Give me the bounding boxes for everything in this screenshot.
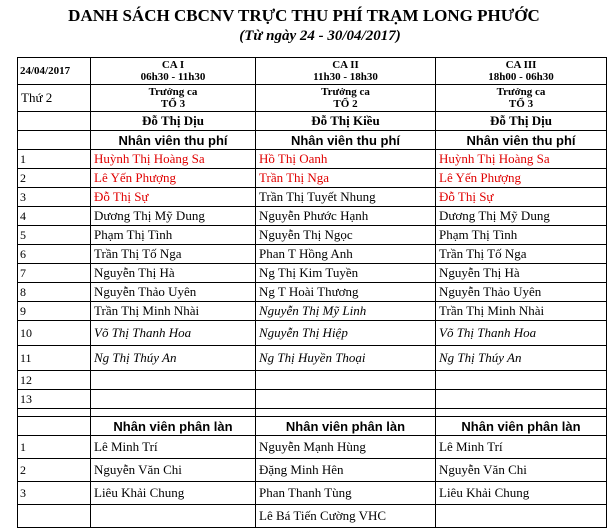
staff-name-shift-3: Nguyễn Thị Hà <box>436 264 607 283</box>
role-label: Trưởng ca <box>148 86 198 98</box>
section-header-lanes <box>18 417 607 436</box>
staff-name-shift-1: Nguyễn Thảo Uyên <box>91 283 256 302</box>
staff-name-shift-1: Ng Thị Thúy An <box>91 346 256 371</box>
staff-name-shift-1: Huỳnh Thị Hoàng Sa <box>91 150 256 169</box>
section-label: Nhân viên thu phí <box>91 131 256 150</box>
leader-name-3: Đỗ Thị Dịu <box>436 112 607 131</box>
row-number: 7 <box>18 264 91 283</box>
empty-cell <box>18 131 91 150</box>
row-number: 12 <box>18 371 91 390</box>
row-number: 6 <box>18 245 91 264</box>
staff-name-shift-2 <box>256 371 436 390</box>
table-row <box>18 207 607 226</box>
staff-name-shift-2: Trần Thị Nga <box>256 169 436 188</box>
table-row <box>18 188 607 207</box>
row-number: 2 <box>18 459 91 482</box>
shift-time: 18h00 - 06h30 <box>488 71 554 83</box>
staff-name-shift-2: Nguyễn Mạnh Hùng <box>256 436 436 459</box>
role-label: Trưởng ca <box>496 86 546 98</box>
staff-name-shift-3 <box>436 371 607 390</box>
staff-name-shift-3: Nguyễn Văn Chi <box>436 459 607 482</box>
staff-name-shift-2: Ng Thị Kim Tuyền <box>256 264 436 283</box>
section-label: Nhân viên thu phí <box>256 131 436 150</box>
staff-name-shift-1: Võ Thị Thanh Hoa <box>91 321 256 346</box>
leader-name-1: Đỗ Thị Dịu <box>91 112 256 131</box>
empty-cell <box>18 417 91 436</box>
staff-name-shift-3 <box>436 390 607 409</box>
weekday-cell: Thứ 2 <box>18 85 91 112</box>
staff-name-shift-2: Đặng Minh Hên <box>256 459 436 482</box>
row-number: 9 <box>18 302 91 321</box>
table-row <box>18 436 607 459</box>
row-number: 3 <box>18 188 91 207</box>
row-number: 1 <box>18 150 91 169</box>
staff-name-shift-2: Phan T Hồng Anh <box>256 245 436 264</box>
staff-name-shift-2: Nguyễn Thị Mỹ Linh <box>256 302 436 321</box>
staff-name-shift-1: Đỗ Thị Sự <box>91 188 256 207</box>
section-label: Nhân viên phân làn <box>91 417 256 436</box>
staff-name-shift-1: Liêu Khải Chung <box>91 482 256 505</box>
section-header-collectors <box>18 131 607 150</box>
staff-name-shift-2: Nguyễn Thị Ngọc <box>256 226 436 245</box>
table-row <box>18 321 607 346</box>
shift-time: 11h30 - 18h30 <box>313 71 378 83</box>
table-row <box>18 226 607 245</box>
row-number: 3 <box>18 482 91 505</box>
staff-name-shift-1 <box>91 390 256 409</box>
header-row <box>18 58 607 85</box>
shift-time: 06h30 - 11h30 <box>140 71 206 83</box>
staff-name-shift-3: Ng Thị Thúy An <box>436 346 607 371</box>
leader-row <box>18 112 607 131</box>
table-row <box>18 346 607 371</box>
staff-name-shift-3: Lê Minh Trí <box>436 436 607 459</box>
row-number <box>18 505 91 528</box>
staff-name-shift-3: Trần Thị Tố Nga <box>436 245 607 264</box>
staff-name-shift-2: Ng Thị Huyền Thoại <box>256 346 436 371</box>
row-number: 11 <box>18 346 91 371</box>
row-number: 8 <box>18 283 91 302</box>
leader-name-2: Đỗ Thị Kiều <box>256 112 436 131</box>
staff-name-shift-3: Phạm Thị Tình <box>436 226 607 245</box>
staff-name-shift-1: Nguyễn Văn Chi <box>91 459 256 482</box>
staff-name-shift-3: Dương Thị Mỹ Dung <box>436 207 607 226</box>
staff-name-shift-2: Phan Thanh Tùng <box>256 482 436 505</box>
row-number: 1 <box>18 436 91 459</box>
empty-cell <box>18 112 91 131</box>
staff-name-shift-1: Phạm Thị Tình <box>91 226 256 245</box>
role-label: Trưởng ca <box>321 86 370 98</box>
table-row <box>18 505 607 528</box>
team-cell-1 <box>91 85 256 112</box>
row-number: 13 <box>18 390 91 409</box>
staff-name-shift-1: Lê Minh Trí <box>91 436 256 459</box>
table-row <box>18 169 607 188</box>
staff-name-shift-2: Nguyễn Phước Hạnh <box>256 207 436 226</box>
staff-name-shift-3: Trần Thị Minh Nhài <box>436 302 607 321</box>
spacer-row <box>18 409 607 417</box>
team-row <box>18 85 607 112</box>
staff-name-shift-2: Lê Bá Tiến Cường VHC <box>256 505 436 528</box>
shift-header-1 <box>91 58 256 85</box>
team-label: TỔ 3 <box>508 98 534 110</box>
table-row <box>18 264 607 283</box>
table-row <box>18 459 607 482</box>
staff-name-shift-3: Nguyễn Thảo Uyên <box>436 283 607 302</box>
section-label: Nhân viên phân làn <box>436 417 607 436</box>
page-title: DANH SÁCH CBCNV TRỰC THU PHÍ TRẠM LONG PHƯỚC <box>68 6 540 25</box>
staff-name-shift-3 <box>436 505 607 528</box>
table-row <box>18 482 607 505</box>
staff-name-shift-1: Lê Yến Phượng <box>91 169 256 188</box>
staff-name-shift-3: Liêu Khải Chung <box>436 482 607 505</box>
row-number: 5 <box>18 226 91 245</box>
staff-name-shift-1 <box>91 371 256 390</box>
staff-name-shift-1: Nguyễn Thị Hà <box>91 264 256 283</box>
team-label: TỔ 3 <box>160 98 186 110</box>
shift-name: CA III <box>505 59 537 71</box>
table-row <box>18 302 607 321</box>
row-number: 4 <box>18 207 91 226</box>
staff-name-shift-1: Dương Thị Mỹ Dung <box>91 207 256 226</box>
staff-name-shift-2: Trần Thị Tuyết Nhung <box>256 188 436 207</box>
date-cell: 24/04/2017 <box>18 58 91 85</box>
shift-header-2 <box>256 58 436 85</box>
staff-name-shift-3: Đỗ Thị Sự <box>436 188 607 207</box>
table-row <box>18 150 607 169</box>
staff-name-shift-3: Lê Yến Phượng <box>436 169 607 188</box>
row-number: 10 <box>18 321 91 346</box>
table-row <box>18 245 607 264</box>
empty-cell <box>91 409 256 417</box>
shift-name: CA II <box>332 59 359 71</box>
shift-name: CA I <box>161 59 185 71</box>
staff-name-shift-2 <box>256 390 436 409</box>
staff-name-shift-3: Võ Thị Thanh Hoa <box>436 321 607 346</box>
table-row <box>18 390 607 409</box>
staff-name-shift-2: Ng T Hoài Thương <box>256 283 436 302</box>
empty-cell <box>18 409 91 417</box>
team-cell-3 <box>436 85 607 112</box>
staff-name-shift-1: Trần Thị Tố Nga <box>91 245 256 264</box>
section-label: Nhân viên phân làn <box>256 417 436 436</box>
table-row <box>18 371 607 390</box>
schedule-table <box>17 57 607 528</box>
staff-name-shift-2: Nguyễn Thị Hiệp <box>256 321 436 346</box>
empty-cell <box>256 409 436 417</box>
staff-name-shift-3: Huỳnh Thị Hoàng Sa <box>436 150 607 169</box>
empty-cell <box>436 409 607 417</box>
team-label: TỔ 2 <box>333 98 358 110</box>
row-number: 2 <box>18 169 91 188</box>
staff-name-shift-1 <box>91 505 256 528</box>
team-cell-2 <box>256 85 436 112</box>
page-subtitle: (Từ ngày 24 - 30/04/2017) <box>239 28 401 44</box>
shift-header-3 <box>436 58 607 85</box>
section-label: Nhân viên thu phí <box>436 131 607 150</box>
staff-name-shift-2: Hồ Thị Oanh <box>256 150 436 169</box>
staff-name-shift-1: Trần Thị Minh Nhài <box>91 302 256 321</box>
table-row <box>18 283 607 302</box>
